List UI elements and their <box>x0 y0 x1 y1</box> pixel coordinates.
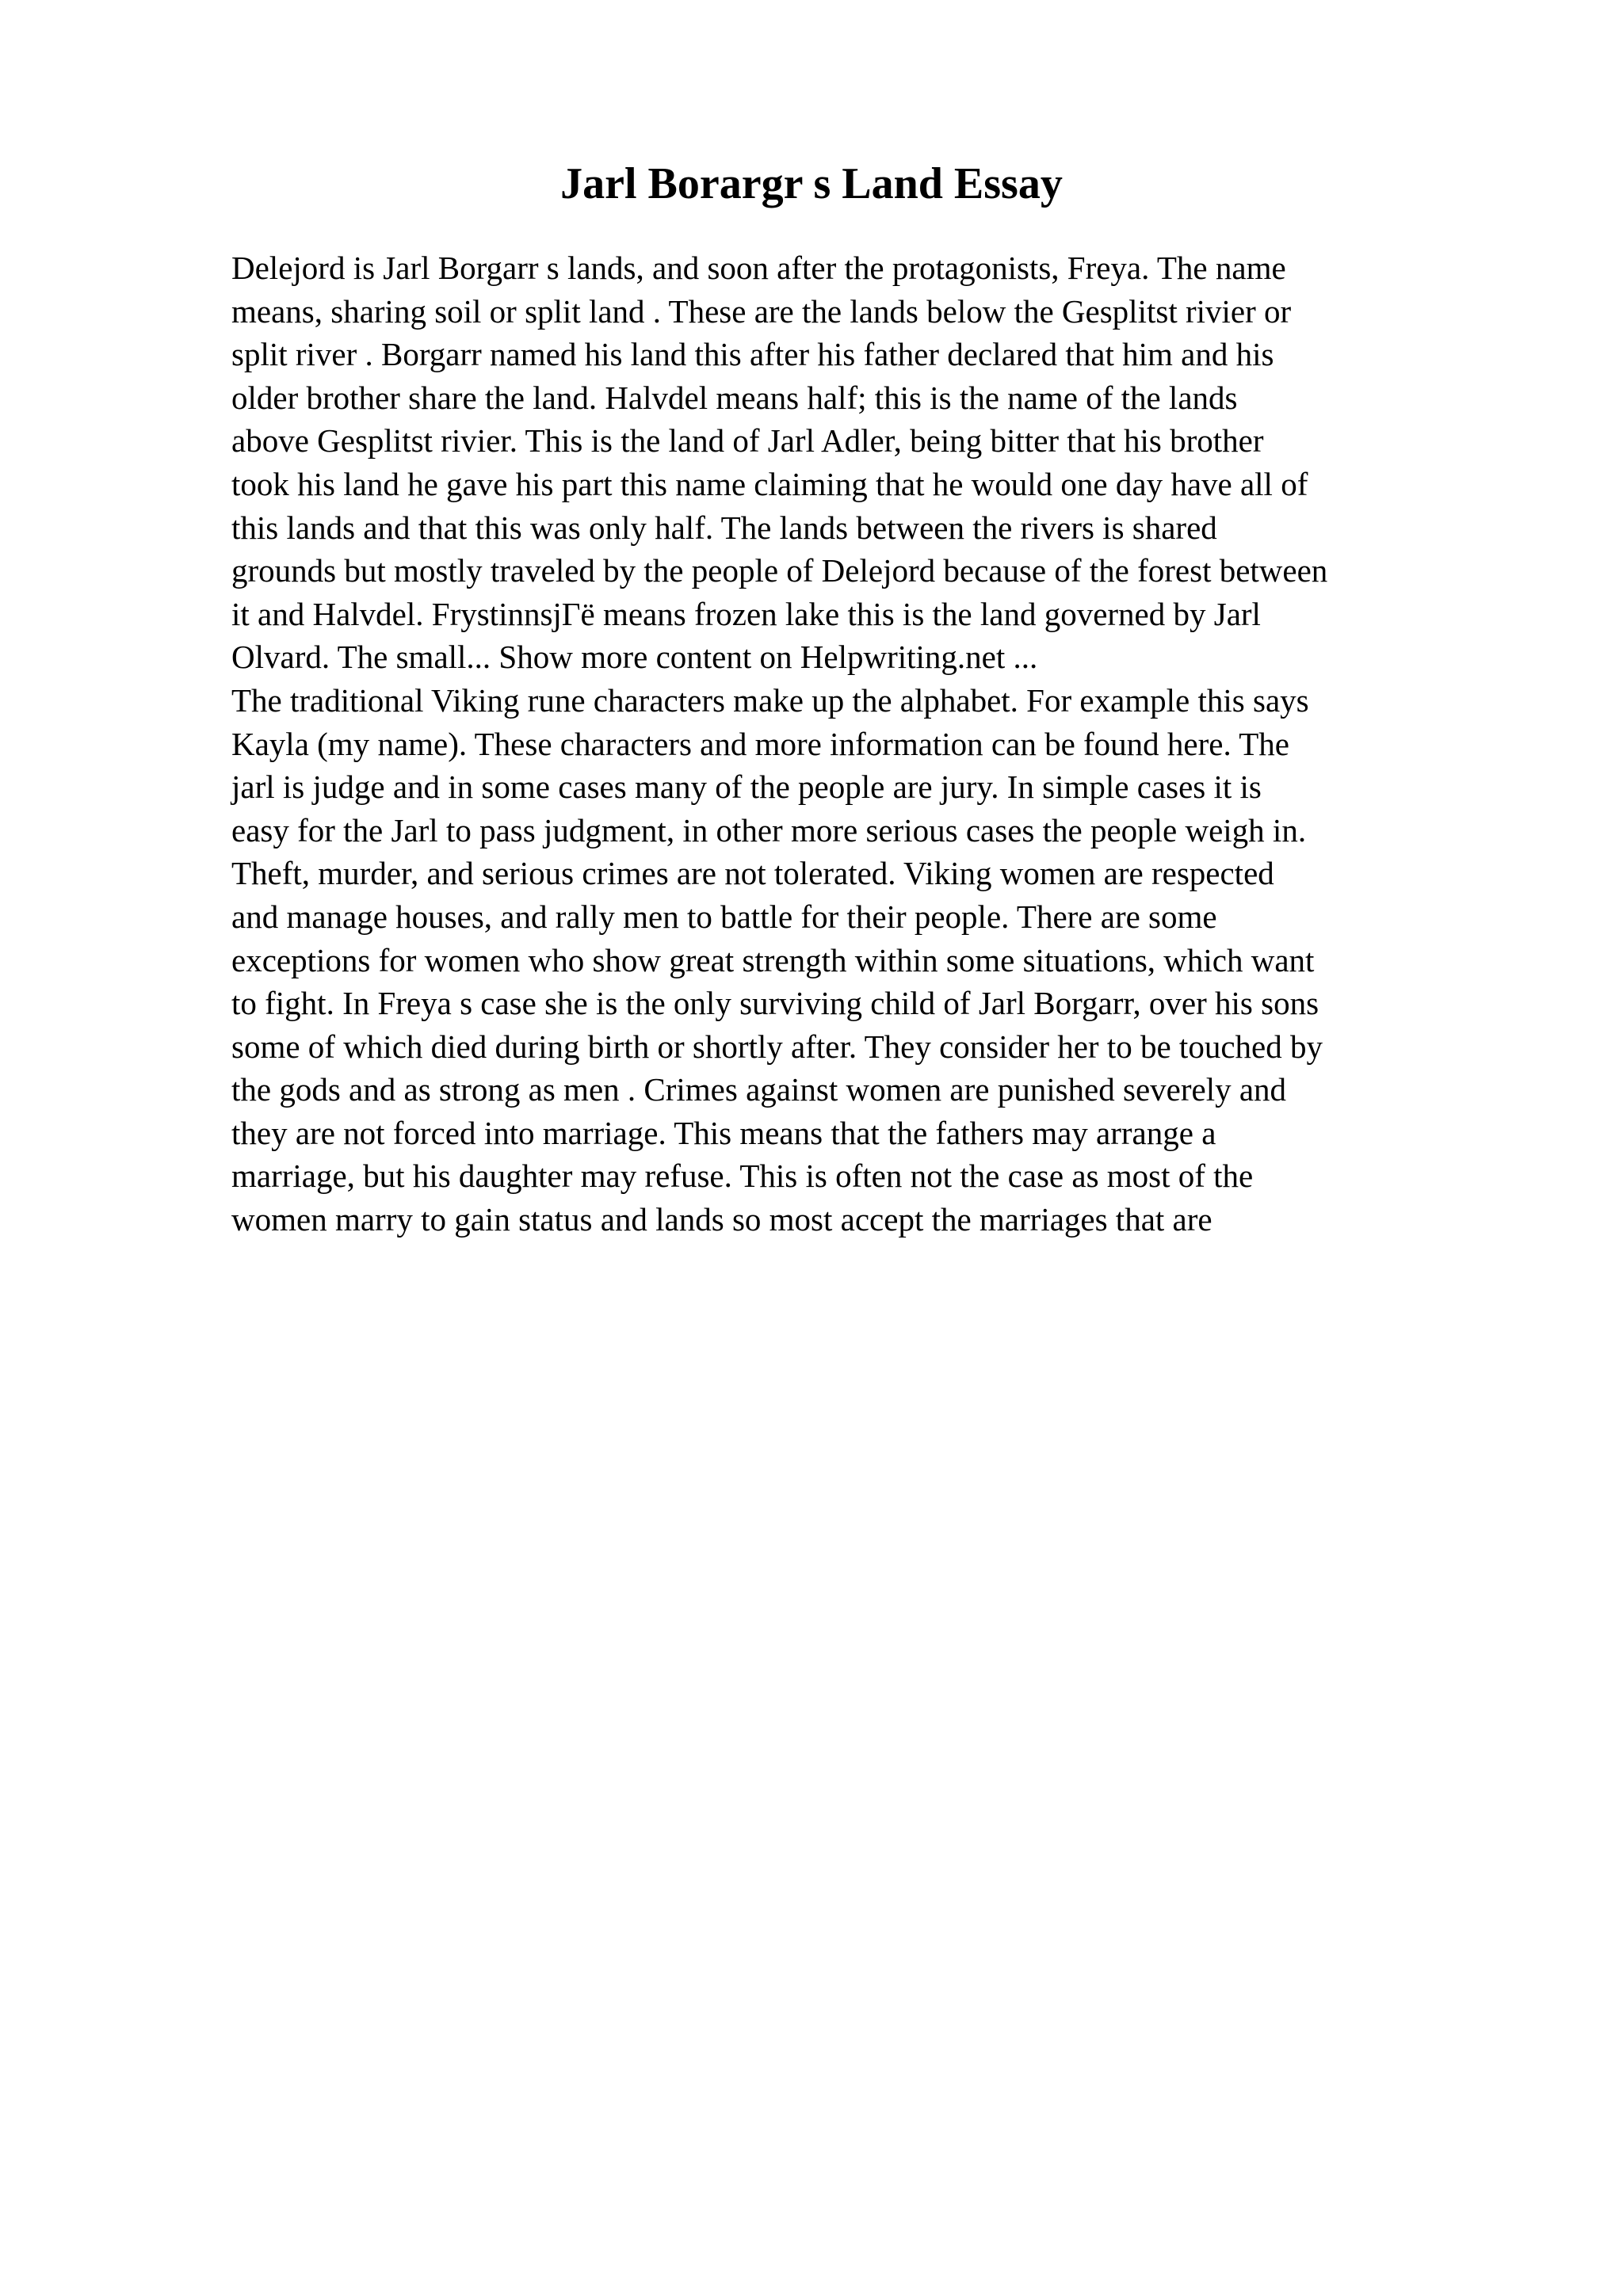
text-line: jarl is judge and in some cases many of the people are jury. In simple cases it is <box>231 769 1262 806</box>
text-line: older brother share the land. Halvdel means half; this is the name of the lands <box>231 379 1238 416</box>
text-line: took his land he gave his part this name claiming that he would one day have all of <box>231 465 1308 502</box>
text-line: the gods and as strong as men . Crimes against women are punished severely and <box>231 1071 1287 1108</box>
text-line: means, sharing soil or split land . These are the lands below the Gesplitst rivier or <box>231 292 1292 330</box>
text-line: to fight. In Freya s case she is the only surviving child of Jarl Borgarr, over his sons <box>231 985 1319 1022</box>
text-line: marriage, but his daughter may refuse. This is often not the case as most of the <box>231 1158 1254 1195</box>
text-line: they are not forced into marriage. This means that the fathers may arrange a <box>231 1114 1216 1151</box>
essay-body <box>231 246 1499 1241</box>
text-line: some of which died during birth or shortly after. They consider her to be touched by <box>231 1028 1323 1065</box>
text-line: The traditional Viking rune characters make up the alphabet. For example this says <box>231 681 1309 719</box>
text-line: Olvard. The small... Show more content on Helpwriting.net ... <box>231 639 1038 676</box>
page-title: Jarl Borargr s Land Essay <box>560 159 1063 208</box>
text-line: Delejord is Jarl Borgarr s lands, and soon after the protagonists, Freya. The name <box>231 250 1286 286</box>
text-line: grounds but mostly traveled by the people of Delejord because of the forest between <box>231 552 1328 589</box>
text-line: split river . Borgarr named his land this after his father declared that him and his <box>231 336 1274 373</box>
text-line: above Gesplitst rivier. This is the land of Jarl Adler, being bitter that his brother <box>231 422 1264 460</box>
text-line: women marry to gain status and lands so most accept the marriages that are <box>231 1201 1212 1238</box>
text-line: Kayla (my name). These characters and more information can be found here. The <box>231 725 1289 762</box>
text-line: exceptions for women who show great strength within some situations, which want <box>231 941 1315 978</box>
text-line: Theft, murder, and serious crimes are not tolerated. Viking women are respected <box>231 855 1274 892</box>
text-line: it and Halvdel. FrystinnsjГё means frozen lake this is the land governed by Jarl <box>231 595 1261 632</box>
text-line: this lands and that this was only half. The lands between the rivers is shared <box>231 509 1217 546</box>
text-line: and manage houses, and rally men to battle for their people. There are some <box>231 898 1217 935</box>
text-line: easy for the Jarl to pass judgment, in other more serious cases the people weigh in. <box>231 811 1307 849</box>
